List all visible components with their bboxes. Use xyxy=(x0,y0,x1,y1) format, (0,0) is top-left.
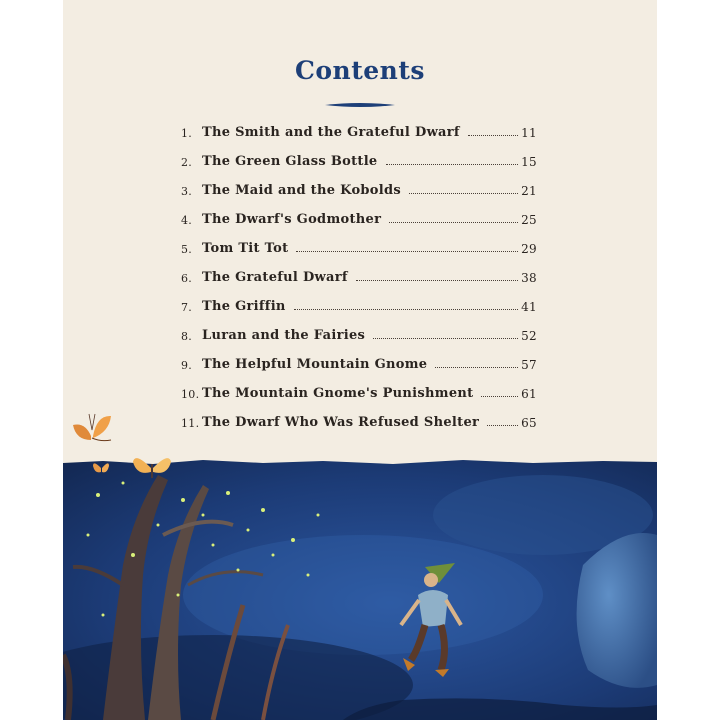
toc-title: Tom Tit Tot xyxy=(202,241,289,256)
dot-leader xyxy=(296,251,518,252)
toc-title: The Green Glass Bottle xyxy=(202,154,378,169)
toc-number: 5. xyxy=(181,243,193,256)
toc-entry-3[interactable] xyxy=(181,174,537,198)
toc-title: The Smith and the Grateful Dwarf xyxy=(202,125,460,140)
toc-entry-7[interactable] xyxy=(181,290,537,314)
toc-page: 11 xyxy=(521,126,537,140)
toc-number: 6. xyxy=(181,272,193,285)
toc-page: 52 xyxy=(521,329,537,343)
dot-leader xyxy=(389,222,518,223)
butterfly-icon xyxy=(131,450,173,484)
toc-entry-6[interactable] xyxy=(181,261,537,285)
dot-leader xyxy=(468,135,518,136)
toc-title: The Dwarf's Godmother xyxy=(202,212,382,227)
toc-page: 21 xyxy=(521,184,537,198)
book-page xyxy=(63,0,657,720)
dot-leader xyxy=(487,425,518,426)
night-forest-illustration xyxy=(63,455,657,720)
toc-number: 7. xyxy=(181,301,193,314)
butterfly-icon xyxy=(91,456,111,478)
dot-leader xyxy=(373,338,518,339)
butterfly-icon xyxy=(71,410,116,450)
toc-entry-9[interactable] xyxy=(181,348,537,372)
toc-number: 11. xyxy=(181,417,200,430)
title-ornament xyxy=(325,101,395,109)
toc-entry-5[interactable] xyxy=(181,232,537,256)
toc-title: The Grateful Dwarf xyxy=(202,270,348,285)
toc-number: 1. xyxy=(181,127,193,140)
toc-number: 9. xyxy=(181,359,193,372)
toc-entry-8[interactable] xyxy=(181,319,537,343)
toc-title: The Mountain Gnome's Punishment xyxy=(202,386,474,401)
toc-title: The Dwarf Who Was Refused Shelter xyxy=(202,415,480,430)
toc-entry-2[interactable] xyxy=(181,145,537,169)
toc-number: 8. xyxy=(181,330,193,343)
toc-page: 38 xyxy=(521,271,537,285)
toc-page: 57 xyxy=(521,358,537,372)
toc-page: 25 xyxy=(521,213,537,227)
toc-number: 4. xyxy=(181,214,193,227)
toc-number: 10. xyxy=(181,388,200,401)
toc-title: Luran and the Fairies xyxy=(202,328,366,343)
dot-leader xyxy=(386,164,519,165)
toc-entry-1[interactable] xyxy=(181,116,537,140)
dot-leader xyxy=(409,193,518,194)
toc-title: The Helpful Mountain Gnome xyxy=(202,357,428,372)
toc-entry-4[interactable] xyxy=(181,203,537,227)
toc-page: 15 xyxy=(521,155,537,169)
toc-entry-10[interactable] xyxy=(181,377,537,401)
toc-title: The Maid and the Kobolds xyxy=(202,183,402,198)
toc-page: 29 xyxy=(521,242,537,256)
toc-page: 65 xyxy=(521,416,537,430)
toc-number: 3. xyxy=(181,185,193,198)
dot-leader xyxy=(435,367,518,368)
toc-page: 61 xyxy=(521,387,537,401)
dot-leader xyxy=(481,396,518,397)
toc-page: 41 xyxy=(521,300,537,314)
page-title: Contents xyxy=(294,56,425,85)
toc-number: 2. xyxy=(181,156,193,169)
dot-leader xyxy=(294,309,518,310)
dot-leader xyxy=(356,280,518,281)
toc-entry-11[interactable] xyxy=(181,406,537,430)
toc-title: The Griffin xyxy=(202,299,286,314)
